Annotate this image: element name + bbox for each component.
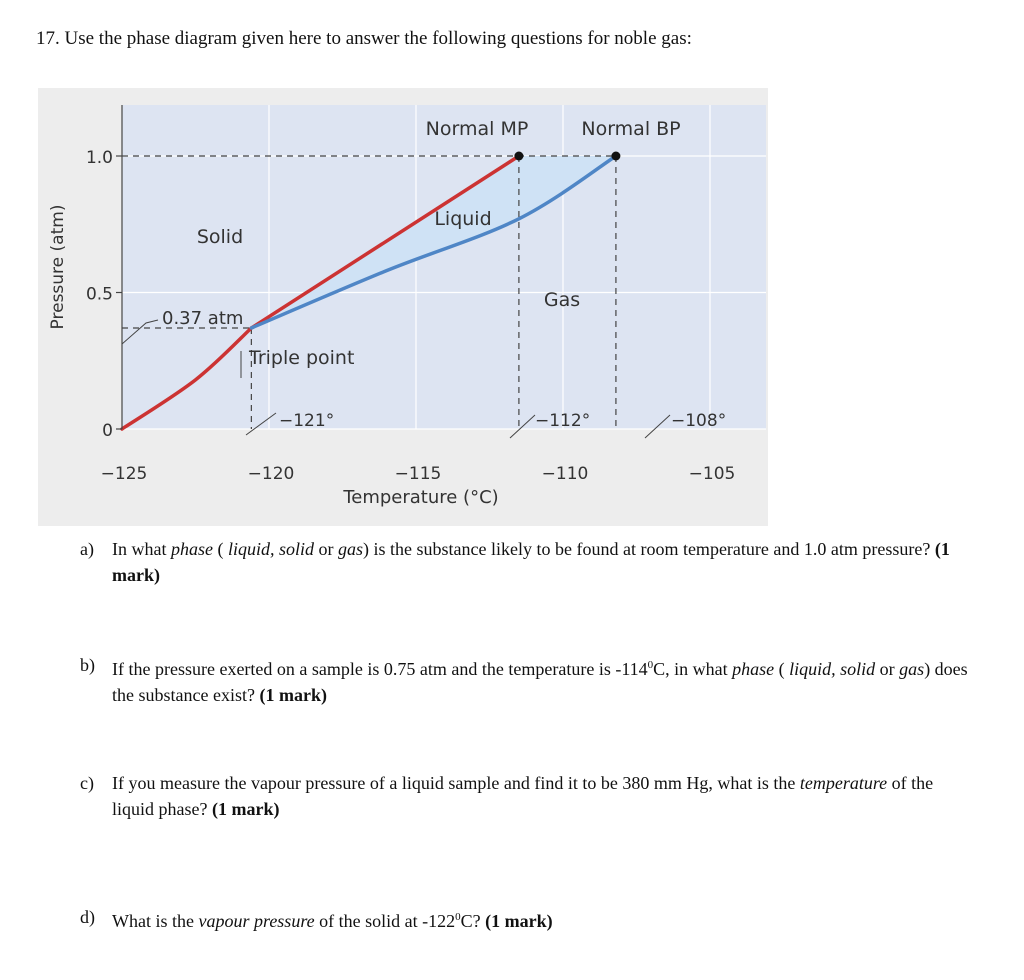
question-part-d [80,904,980,934]
part-letter: d) [80,907,95,927]
y-tick-label: 1.0 [85,148,113,168]
x-tick-label: −125 [100,464,148,484]
question-part-c [80,770,940,822]
normal-mp-label: Normal MP [425,118,529,140]
y-axis-title: Pressure (atm) [48,204,68,330]
solid-region-label: Solid [196,226,244,248]
t108-label: −108° [671,411,727,431]
question-part-a [80,536,980,588]
t112-label: −112° [535,411,591,431]
y-tick-label: 0 [102,421,113,441]
phase-diagram-figure [38,88,768,526]
part-letter: b) [80,655,95,675]
gas-region-label: Gas [543,289,581,311]
normal-bp-point [611,152,620,161]
part-b-text: If the pressure exerted on a sample is 0.75 atm and the temperature is $-114^0C$, in what phase ( liquid, solid or gas) does the substance exist? (1 mark) [112,659,968,705]
plot-area [122,105,766,429]
x-tick-label: −115 [394,464,442,484]
part-a-text: In what phase ( liquid, solid or gas) is the substance likely to be found at room temperature and 1.0 atm pressure? (1 mark) [112,539,950,585]
t121-label: −121° [279,411,335,431]
normal-mp-point [514,152,523,161]
triple-point-label: Triple point [249,347,355,369]
part-c-text: If you measure the vapour pressure of a liquid sample and find it to be 380 mm Hg, what is the temperature of the liquid phase? (1 mark) [112,773,934,819]
x-tick-label: −105 [688,464,736,484]
part-letter: c) [80,773,94,793]
x-axis-title: Temperature (°C) [343,487,499,508]
liquid-region-label: Liquid [434,208,492,230]
part-letter: a) [80,539,94,559]
part-d-text: What is the vapour pressure of the solid at $-122^0C$? (1 mark) [112,911,553,931]
normal-bp-label: Normal BP [581,118,681,140]
y-tick-label: 0.5 [85,284,113,305]
question-title: 17. Use the phase diagram given here to answer the following questions for noble gas: [36,28,692,49]
phase-diagram [38,88,768,526]
question-part-b [80,652,980,708]
x-tick-label: −120 [247,464,295,484]
triple-pressure-label: 0.37 atm [162,308,244,329]
x-tick-label: −110 [541,464,589,484]
